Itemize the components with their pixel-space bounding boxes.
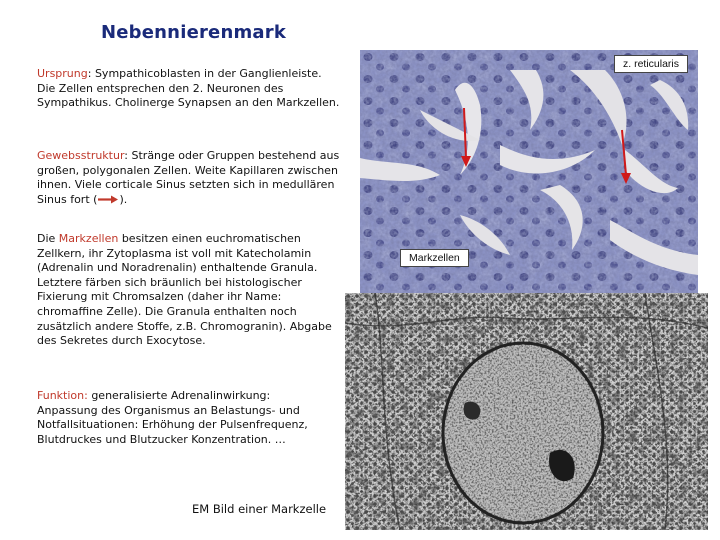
funktion-headline: generalisierte Adrenalinwirkung: (87, 389, 271, 402)
ursprung-label: Ursprung (37, 67, 88, 80)
gewebsstruktur-label: Gewebsstruktur (37, 149, 125, 162)
markzellen-label: Markzellen (58, 232, 119, 245)
label-zona-reticularis: z. reticularis (614, 55, 688, 73)
label-markzellen: Markzellen (400, 249, 469, 267)
gewebsstruktur-text-end: ). (119, 192, 128, 206)
funktion-label: Funktion: (37, 389, 88, 402)
markzellen-paragraph (37, 232, 342, 349)
funktion-text: Anpassung des Organismus an Belastungs- und Notfallsituationen: Erhöhung der Pulsenfrequenz, Blutdruckes und Blutzucker Konzentration. … (37, 403, 308, 446)
ursprung-paragraph (37, 67, 342, 111)
em-caption: EM Bild einer Markzelle (192, 502, 327, 516)
markzellen-text: besitzen einen euchromatischen Zellkern, ihr Zytoplasma ist voll mit Katecholamin (Adrenalin und Noradrenalin) enthaltende Granula. Letztere färben sich bräunlich bei histologischer Fixierung mit Chromsalzen (daher ihr Name: chromaffine Zelle). Die Granula enthalten noch zusätzlich andere Stoffe, z.B. Chromogranin). Abgabe des Sekretes durch Exocytose. (37, 232, 332, 348)
markzellen-prefix: Die (37, 232, 59, 245)
gewebsstruktur-text: : Stränge oder Gruppen bestehend aus großen, polygonalen Zellen. Weite Kapillaren zwischen ihnen. Viele corticale Sinus setzten sich in medullären Sinus fort ( (37, 149, 340, 206)
slide-title: Nebennierenmark (101, 22, 287, 43)
red-arrow-icon (97, 195, 119, 204)
funktion-paragraph (37, 389, 342, 447)
electron-micrograph-image (345, 293, 708, 530)
gewebsstruktur-paragraph (37, 149, 342, 207)
ursprung-text: : Sympathicoblasten in der Ganglienleiste. Die Zellen entsprechen den 2. Neuronen des Sympathikus. Cholinerge Synapsen an den Markzellen. (37, 67, 340, 110)
